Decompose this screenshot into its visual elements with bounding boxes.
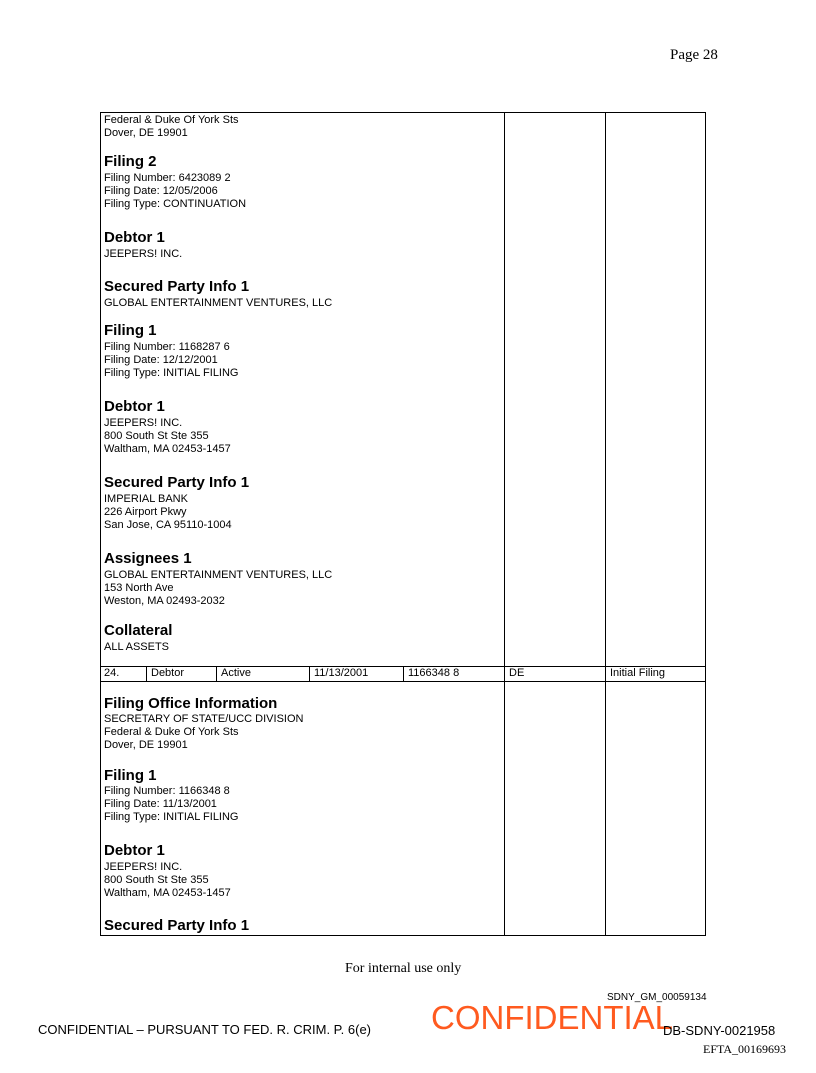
section-line: 226 Airport Pkwy [104, 506, 187, 518]
confidential-stamp: CONFIDENTIAL [431, 999, 674, 1036]
section-line: Filing Date: 11/13/2001 [104, 798, 217, 810]
section-line: SECRETARY OF STATE/UCC DIVISION [104, 713, 304, 725]
section-line: GLOBAL ENTERTAINMENT VENTURES, LLC [104, 569, 333, 581]
section-line: Weston, MA 02493-2032 [104, 595, 225, 607]
section-heading: Debtor 1 [104, 398, 165, 415]
section-line: Filing Number: 6423089 2 [104, 172, 231, 184]
column-divider [403, 666, 404, 681]
column-divider [605, 113, 606, 935]
section-line: Filing Date: 12/05/2006 [104, 185, 218, 197]
section-line: Waltham, MA 02453-1457 [104, 887, 231, 899]
section-line: JEEPERS! INC. [104, 417, 183, 429]
address-line: Dover, DE 19901 [104, 127, 188, 139]
records-table [100, 112, 706, 936]
bates-number: DB-SDNY-0021958 [663, 1023, 776, 1038]
section-line: JEEPERS! INC. [104, 248, 183, 260]
section-line: Filing Date: 12/12/2001 [104, 354, 218, 366]
row-number: 24. [104, 667, 120, 679]
column-divider [216, 666, 217, 681]
section-line: Filing Number: 1168287 6 [104, 341, 230, 353]
section-heading: Filing Office Information [104, 695, 278, 712]
section-line: Waltham, MA 02453-1457 [104, 443, 231, 455]
row-filing-number: 1166348 8 [408, 667, 460, 679]
section-heading: Secured Party Info 1 [104, 917, 250, 934]
column-divider [309, 666, 310, 681]
section-heading: Secured Party Info 1 [104, 474, 250, 491]
address-line: Federal & Duke Of York Sts [104, 114, 239, 126]
row-divider [101, 681, 705, 682]
section-heading: Debtor 1 [104, 842, 165, 859]
row-filing-type: Initial Filing [610, 667, 666, 679]
page-number: Page 28 [670, 47, 718, 63]
section-line: JEEPERS! INC. [104, 861, 183, 873]
column-divider [146, 666, 147, 681]
row-state: DE [509, 667, 525, 679]
row-status: Active [221, 667, 251, 679]
section-line: GLOBAL ENTERTAINMENT VENTURES, LLC [104, 297, 333, 309]
section-heading: Filing 1 [104, 767, 157, 784]
section-line: Filing Type: INITIAL FILING [104, 367, 239, 379]
section-line: Filing Number: 1166348 8 [104, 785, 230, 797]
efta-number: EFTA_00169693 [703, 1042, 787, 1056]
bates-number-small: SDNY_GM_00059134 [607, 992, 707, 1003]
section-line: IMPERIAL BANK [104, 493, 188, 505]
section-line: Filing Type: INITIAL FILING [104, 811, 239, 823]
section-line: Federal & Duke Of York Sts [104, 726, 239, 738]
section-line: Filing Type: CONTINUATION [104, 198, 247, 210]
section-line: 800 South St Ste 355 [104, 874, 209, 886]
section-heading: Collateral [104, 622, 173, 639]
column-divider [504, 113, 505, 935]
section-line: 153 North Ave [104, 582, 174, 594]
section-heading: Assignees 1 [104, 550, 192, 567]
row-date: 11/13/2001 [314, 667, 369, 679]
confidential-notice: CONFIDENTIAL – PURSUANT TO FED. R. CRIM. P. 6(e) [38, 1022, 372, 1037]
section-line: Dover, DE 19901 [104, 739, 188, 751]
internal-use-note: For internal use only [345, 961, 462, 976]
section-heading: Debtor 1 [104, 229, 165, 246]
row-party-type: Debtor [151, 667, 185, 679]
section-heading: Filing 1 [104, 322, 157, 339]
section-line: ALL ASSETS [104, 641, 170, 653]
section-heading: Secured Party Info 1 [104, 278, 250, 295]
section-line: 800 South St Ste 355 [104, 430, 209, 442]
section-heading: Filing 2 [104, 153, 157, 170]
section-line: San Jose, CA 95110-1004 [104, 519, 232, 531]
